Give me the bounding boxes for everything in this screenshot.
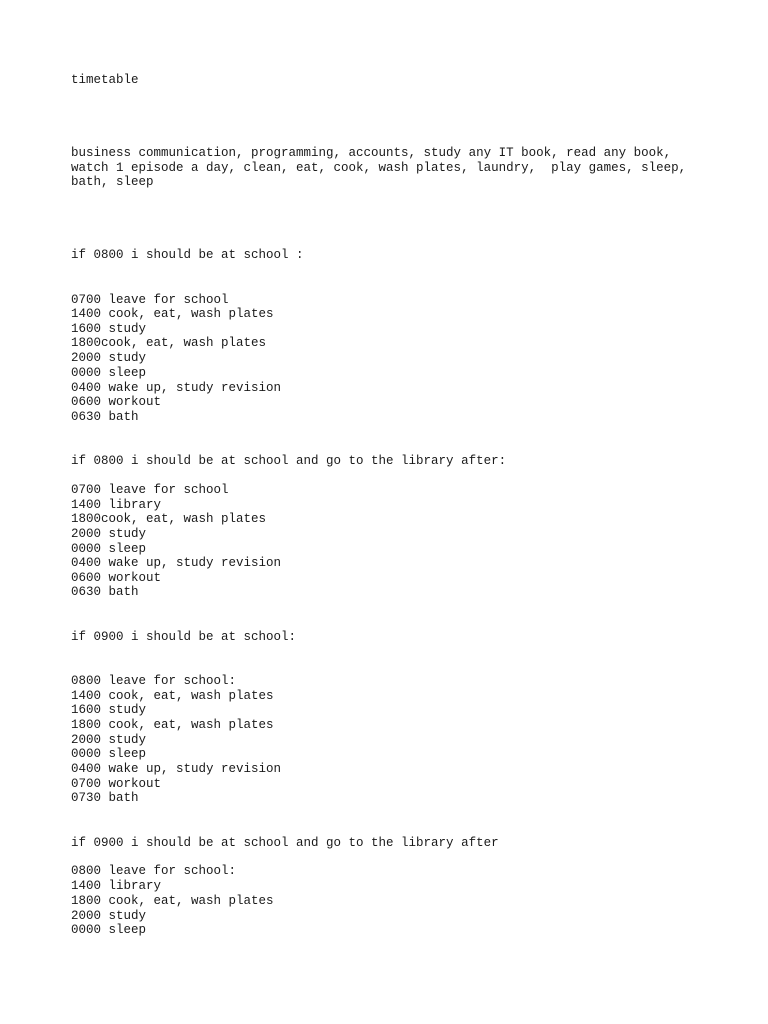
section-3-entry: 0700 workout xyxy=(71,777,162,791)
section-3-entry: 2000 study xyxy=(71,733,147,747)
section-1-entry: 0600 workout xyxy=(71,395,162,409)
section-3-entry: 0400 wake up, study revision xyxy=(71,762,282,776)
section-1-entry: 0630 bath xyxy=(71,410,139,424)
section-1-entry: 1400 cook, eat, wash plates xyxy=(71,307,274,321)
section-2-entry: 0700 leave for school xyxy=(71,483,229,497)
section-2-entry: 0600 workout xyxy=(71,571,162,585)
section-3-entry: 0730 bath xyxy=(71,791,139,805)
section-3-entry: 1800 cook, eat, wash plates xyxy=(71,718,274,732)
section-2-heading: if 0800 i should be at school and go to the library after: xyxy=(71,454,507,468)
document-title: timetable xyxy=(71,73,139,87)
activities-line-1: business communication, programming, accounts, study any IT book, read any book, xyxy=(71,146,672,160)
section-2-entry: 1800cook, eat, wash plates xyxy=(71,512,267,526)
section-3-entry: 1400 cook, eat, wash plates xyxy=(71,689,274,703)
section-2-entry: 2000 study xyxy=(71,527,147,541)
section-1-entry: 0000 sleep xyxy=(71,366,147,380)
section-4-entry: 1800 cook, eat, wash plates xyxy=(71,894,274,908)
section-2-entry: 0400 wake up, study revision xyxy=(71,556,282,570)
section-2-entry: 1400 library xyxy=(71,498,162,512)
section-2-entry: 0630 bath xyxy=(71,585,139,599)
section-1-entry: 1600 study xyxy=(71,322,147,336)
section-3-heading: if 0900 i should be at school: xyxy=(71,630,297,644)
section-4-heading: if 0900 i should be at school and go to the library after xyxy=(71,836,499,850)
section-3-entry: 0000 sleep xyxy=(71,747,147,761)
section-1-entry: 0700 leave for school xyxy=(71,293,229,307)
section-3-entry: 1600 study xyxy=(71,703,147,717)
section-3-entry: 0800 leave for school: xyxy=(71,674,237,688)
section-1-heading: if 0800 i should be at school : xyxy=(71,248,304,262)
section-4-entry: 0000 sleep xyxy=(71,923,147,937)
section-1-entry: 2000 study xyxy=(71,351,147,365)
activities-line-2: watch 1 episode a day, clean, eat, cook, wash plates, laundry, play games, sleep, xyxy=(71,161,687,175)
section-2-entry: 0000 sleep xyxy=(71,542,147,556)
section-4-entry: 0800 leave for school: xyxy=(71,864,237,878)
section-4-entry: 2000 study xyxy=(71,909,147,923)
section-1-entry: 0400 wake up, study revision xyxy=(71,381,282,395)
activities-line-3: bath, sleep xyxy=(71,175,154,189)
section-4-entry: 1400 library xyxy=(71,879,162,893)
section-1-entry: 1800cook, eat, wash plates xyxy=(71,336,267,350)
